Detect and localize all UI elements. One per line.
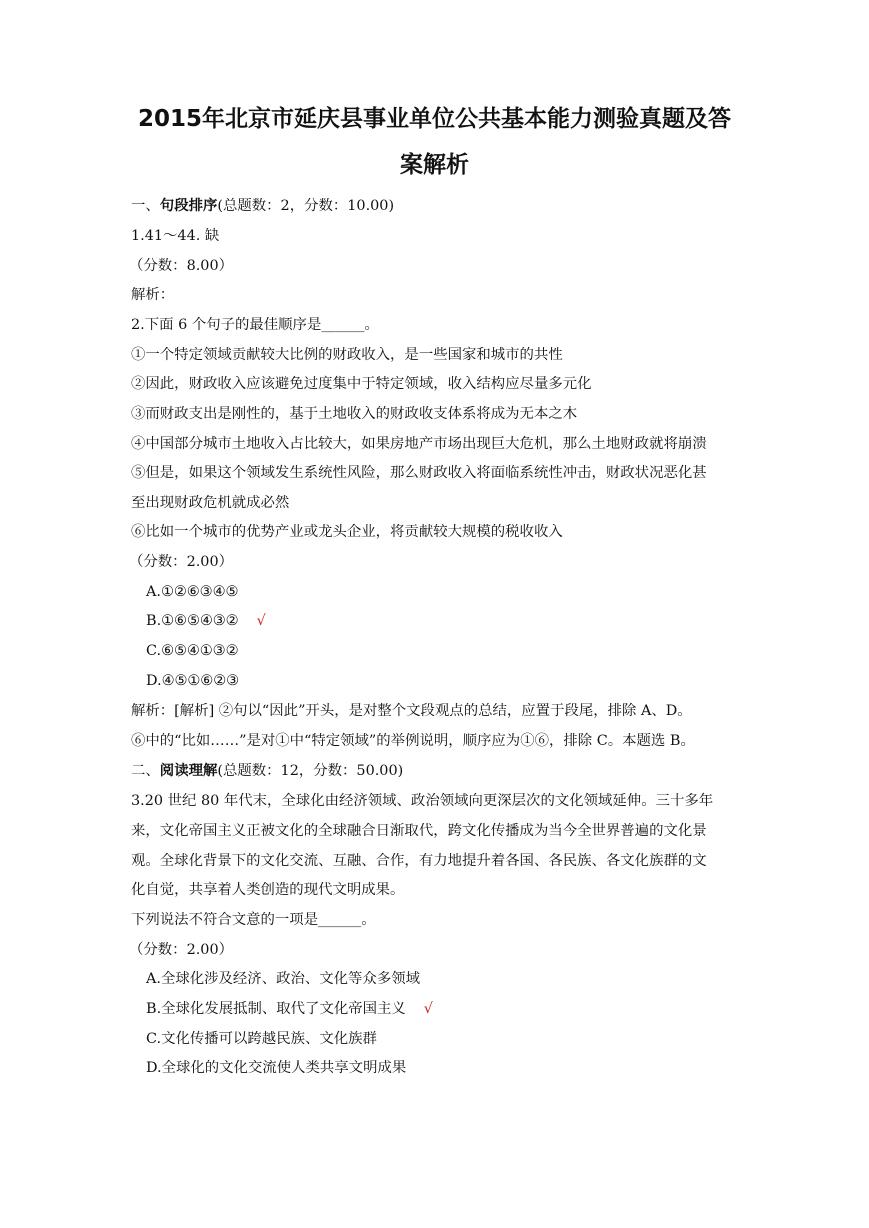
q2-sentence-5-cont: 至出现财政危机就成必然 (131, 495, 290, 511)
q2-option-b (146, 611, 266, 631)
q3-option-b (146, 999, 433, 1019)
q3-option-c: C.文化传播可以跨越民族、文化族群 (146, 1031, 377, 1047)
q1-score: （分数：8.00） (129, 258, 233, 274)
q3-option-b-label: B.全球化发展抵制、取代了文化帝国主义 (146, 1001, 406, 1017)
q2-sentence-5: ⑤但是，如果这个领域发生系统性风险，那么财政收入将面临系统性冲击，财政状况恶化甚 (131, 465, 707, 481)
q3-score: （分数：2.00） (129, 942, 233, 958)
q3-option-a: A.全球化涉及经济、政治、文化等众多领域 (146, 971, 420, 987)
q2-sentence-1: ①一个特定领域贡献较大比例的财政收入，是一些国家和城市的共性 (131, 347, 563, 363)
q2-sentence-4: ④中国部分城市土地收入占比较大，如果房地产市场出现巨大危机，那么土地财政就将崩溃 (131, 436, 707, 452)
q2-sentence-6: ⑥比如一个城市的优势产业或龙头企业，将贡献较大规模的税收收入 (131, 524, 563, 540)
q1-analysis: 解析： (131, 287, 175, 303)
q3-correct-check-icon: √ (423, 1001, 433, 1017)
document-title-line1: 2015年北京市延庆县事业单位公共基本能力测验真题及答 (137, 106, 731, 132)
section-2-name: 阅读理解 (159, 763, 218, 779)
document-title-line2: 案解析 (400, 152, 469, 178)
q2-option-b-label: B.①⑥⑤④③② (146, 613, 239, 629)
section-2-prefix: 二、 (131, 763, 160, 779)
section-2-info: (总题数：12，分数：50.00) (217, 763, 404, 779)
q3-passage-line4: 化自觉，共享着人类创造的现代文明成果。 (131, 882, 405, 898)
q2-sentence-3: ③而财政支出是刚性的，基于土地收入的财政收支体系将成为无本之木 (131, 406, 578, 422)
q2-score: （分数：2.00） (129, 554, 233, 570)
section-2-heading (131, 761, 403, 781)
q3-passage-line1: 3.20 世纪 80 年代末，全球化由经济领域、政治领域向更深层次的文化领域延伸。三十多年 (131, 793, 714, 809)
q2-option-c: C.⑥⑤④①③② (146, 643, 239, 659)
q3-option-d: D.全球化的文化交流使人类共享文明成果 (146, 1060, 407, 1076)
q3-stem: 下列说法不符合文意的一项是______。 (131, 912, 376, 928)
q2-analysis-line1: 解析：[解析] ②句以“因此”开头，是对整个文段观点的总结，应置于段尾，排除 A、D。 (131, 703, 692, 719)
section-1-heading (131, 196, 394, 216)
q2-option-a: A.①②⑥③④⑤ (146, 584, 239, 600)
section-1-info: (总题数：2，分数：10.00) (217, 198, 395, 214)
q3-passage-line3: 观。全球化背景下的文化交流、互融、合作，有力地提升着各国、各民族、各文化族群的文 (131, 853, 707, 869)
q2-analysis-line2: ⑥中的“比如……”是对①中“特定领域”的举例说明，顺序应为①⑥，排除 C。本题选 B。 (131, 733, 695, 749)
q2-correct-check-icon: √ (256, 613, 266, 629)
q2-stem: 2.下面 6 个句子的最佳顺序是______。 (131, 317, 379, 333)
section-1-prefix: 一、 (131, 198, 160, 214)
q3-passage-line2: 来，文化帝国主义正被文化的全球融合日渐取代，跨文化传播成为当今全世界普遍的文化景 (131, 823, 707, 839)
q1-text: 1.41～44. 缺 (131, 228, 220, 244)
q2-option-d: D.④⑤①⑥②③ (146, 673, 240, 689)
section-1-name: 句段排序 (159, 198, 218, 214)
q2-sentence-2: ②因此，财政收入应该避免过度集中于特定领域，收入结构应尽量多元化 (131, 376, 592, 392)
